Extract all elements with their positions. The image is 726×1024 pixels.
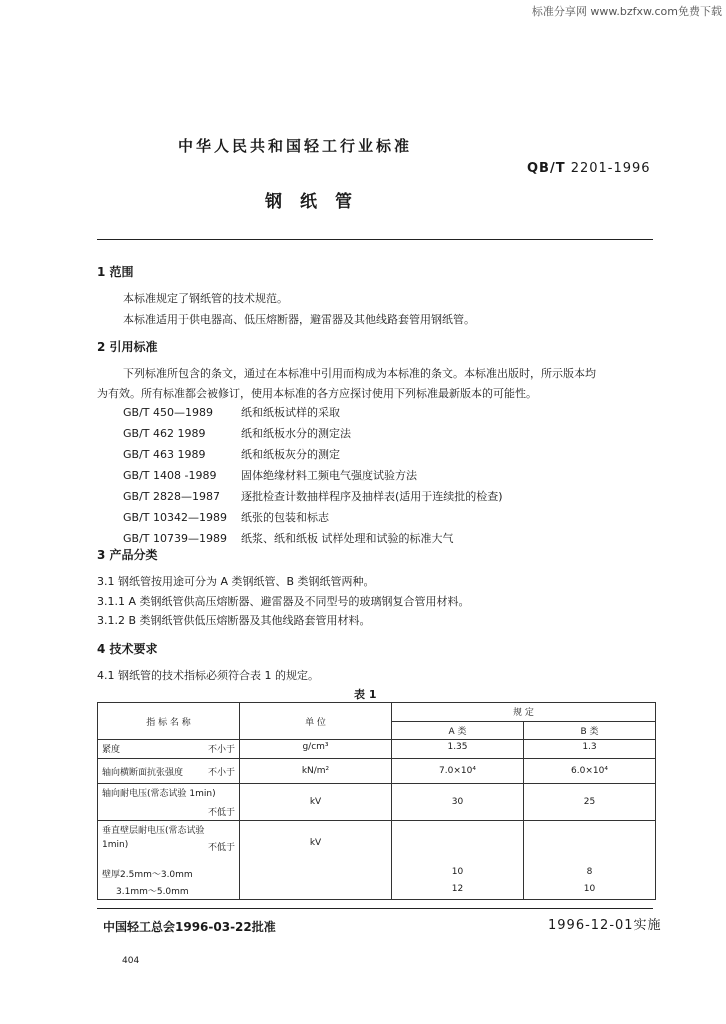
approval-line: 中国轻工总会1996-03-22批准 xyxy=(103,920,276,934)
reference-item xyxy=(123,446,340,462)
watermark: 标准分享网 www.bzfxw.com免费下载 xyxy=(531,5,722,18)
document-title: 钢纸管 xyxy=(265,192,370,212)
reference-code: GB/T 450—1989 xyxy=(123,406,213,419)
standard-code xyxy=(527,161,651,176)
row-value-a xyxy=(392,821,524,866)
table-subrow xyxy=(98,865,656,882)
standard-code-number: 2201-1996 xyxy=(570,161,651,176)
clause-4-1: 4.1 钢纸管的技术指标必须符合表 1 的规定。 xyxy=(97,669,319,682)
row-value-a: 7.0×10⁴ xyxy=(392,759,524,784)
reference-title: 纸浆、纸和纸板 试样处理和试验的标准大气 xyxy=(241,532,454,545)
standard-title: 中华人民共和国轻工行业标准 xyxy=(178,137,413,155)
reference-code: GB/T 2828—1987 xyxy=(123,490,220,503)
reference-item xyxy=(123,425,351,441)
subrow-value-b: 10 xyxy=(524,882,656,900)
table-row xyxy=(98,740,656,759)
subrow-unit xyxy=(240,882,392,900)
header-class-a: A 类 xyxy=(392,721,524,740)
reference-title: 纸张的包装和标志 xyxy=(241,511,329,524)
section-1-paragraph: 本标准规定了钢纸管的技术规范。 xyxy=(123,292,288,305)
reference-code: GB/T 10342—1989 xyxy=(123,511,227,524)
row-condition: 不低于 xyxy=(207,808,235,818)
row-name xyxy=(98,740,240,759)
row-label: 轴向横断面抗张强度 xyxy=(102,767,184,778)
header-name: 指 标 名 称 xyxy=(98,703,240,740)
row-condition: 不小于 xyxy=(207,767,235,778)
section-2-heading: 2 引用标准 xyxy=(97,340,158,354)
section-4-heading: 4 技术要求 xyxy=(97,642,158,656)
row-label: 1min) xyxy=(102,840,129,850)
clause-3-1-1: 3.1.1 A 类钢纸管供高压熔断器、避雷器及不同型号的玻璃钢复合管用材料。 xyxy=(97,595,470,608)
header-unit: 单 位 xyxy=(240,703,392,740)
table-subrow xyxy=(98,882,656,900)
subrow-label: 壁厚2.5mm～3.0mm xyxy=(98,865,240,882)
header-spec: 规 定 xyxy=(392,703,656,722)
row-value-a: 30 xyxy=(392,784,524,821)
top-divider xyxy=(97,239,653,240)
row-label: 紧度 xyxy=(102,745,121,755)
page-number: 404 xyxy=(122,956,140,966)
reference-title: 逐批检查计数抽样程序及抽样表(适用于连续批的检查) xyxy=(241,490,503,503)
row-unit: kV xyxy=(240,821,392,866)
row-value-b: 25 xyxy=(524,784,656,821)
table-caption: 表 1 xyxy=(354,688,377,701)
reference-code: GB/T 1408 -1989 xyxy=(123,469,217,482)
section-1-heading: 1 范围 xyxy=(97,265,134,279)
reference-title: 纸和纸板灰分的测定 xyxy=(241,448,340,461)
row-value-b xyxy=(524,821,656,866)
section-1-paragraph: 本标准适用于供电器高、低压熔断器，避雷器及其他线路套管用钢纸管。 xyxy=(123,313,475,326)
row-label: 轴向耐电压(常态试验 1min) xyxy=(102,789,216,799)
clause-3-1-2: 3.1.2 B 类钢纸管供低压熔断器及其他线路套管用材料。 xyxy=(97,614,371,627)
row-name xyxy=(98,821,240,866)
reference-title: 纸和纸板水分的测定法 xyxy=(241,427,351,440)
subrow-unit xyxy=(240,865,392,882)
row-unit: kV xyxy=(240,784,392,821)
row-name xyxy=(98,784,240,821)
row-value-b: 6.0×10⁴ xyxy=(524,759,656,784)
reference-code: GB/T 10739—1989 xyxy=(123,532,227,545)
subrow-label: 3.1mm～5.0mm xyxy=(98,882,240,900)
subrow-value-a: 12 xyxy=(392,882,524,900)
row-condition: 不低于 xyxy=(207,843,235,853)
reference-item xyxy=(123,467,417,483)
subrow-value-b: 8 xyxy=(524,865,656,882)
section-3-heading: 3 产品分类 xyxy=(97,548,158,562)
header-class-b: B 类 xyxy=(524,721,656,740)
subrow-value-a: 10 xyxy=(392,865,524,882)
section-2-intro: 为有效。所有标准都会被修订，使用本标准的各方应探讨使用下列标准最新版本的可能性。 xyxy=(97,387,537,400)
row-label: 垂直壁层耐电压(常态试验 xyxy=(102,826,205,836)
row-value-b: 1.3 xyxy=(524,740,656,759)
reference-code: GB/T 463 1989 xyxy=(123,448,206,461)
table-row xyxy=(98,784,656,821)
reference-item xyxy=(123,488,503,504)
row-value-a: 1.35 xyxy=(392,740,524,759)
reference-code: GB/T 462 1989 xyxy=(123,427,206,440)
section-2-intro: 下列标准所包含的条文，通过在本标准中引用而构成为本标准的条文。本标准出版时，所示版本均 xyxy=(123,367,596,380)
row-unit: kN/m² xyxy=(240,759,392,784)
table-row xyxy=(98,759,656,784)
clause-3-1: 3.1 钢纸管按用途可分为 A 类钢纸管、B 类钢纸管两种。 xyxy=(97,575,375,588)
table-row xyxy=(98,821,656,866)
reference-title: 固体绝缘材料工频电气强度试验方法 xyxy=(241,469,417,482)
bottom-divider xyxy=(97,908,653,909)
table-header-row xyxy=(98,703,656,722)
reference-item xyxy=(123,404,340,420)
reference-item xyxy=(123,509,329,525)
standard-code-prefix: QB/T xyxy=(527,161,566,176)
implementation-date: 1996-12-01实施 xyxy=(548,918,662,933)
row-name xyxy=(98,759,240,784)
reference-item xyxy=(123,530,454,546)
row-condition: 不小于 xyxy=(207,745,235,755)
row-unit: g/cm³ xyxy=(240,740,392,759)
spec-table xyxy=(97,702,656,900)
reference-title: 纸和纸板试样的采取 xyxy=(241,406,340,419)
